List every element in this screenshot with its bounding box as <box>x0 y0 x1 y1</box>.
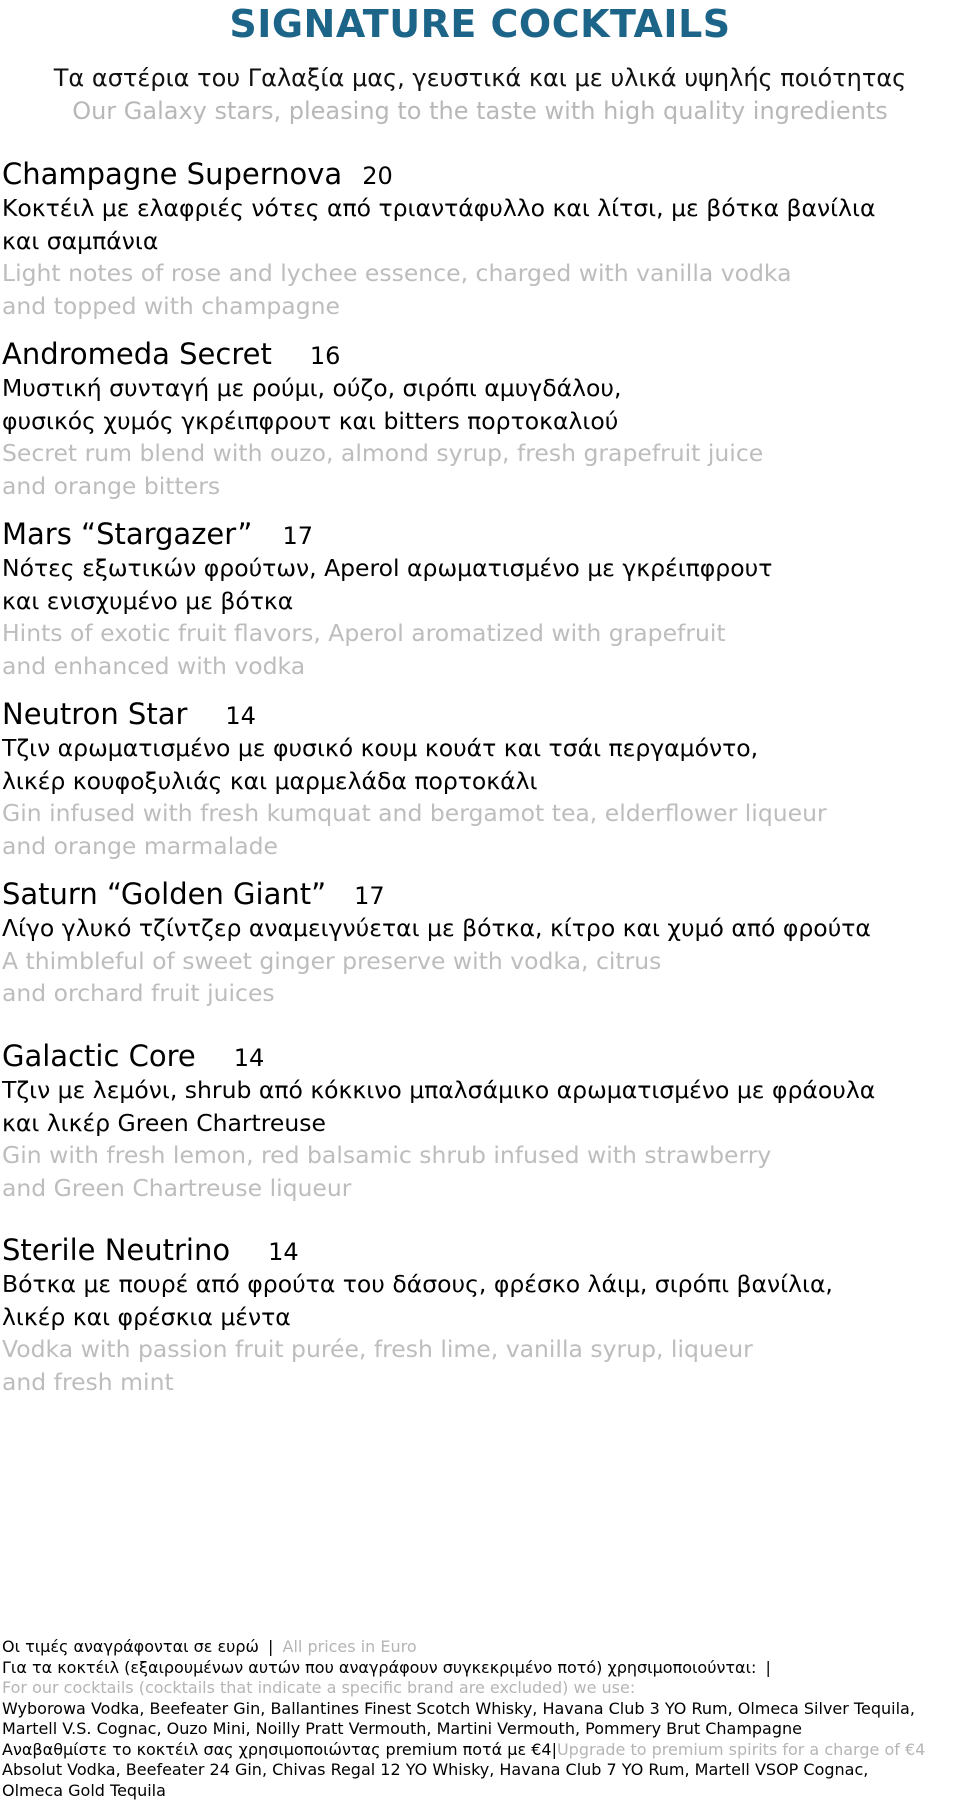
cocktail-header <box>2 516 952 552</box>
footer-premium-line-2: Olmeca Gold Tequila <box>2 1780 166 1800</box>
cocktail-description-greek: φυσικός χυμός γκρέιπφρουτ και bitters πορτοκαλιού <box>2 406 619 435</box>
cocktail-item-galactic-core <box>2 1038 952 1204</box>
cocktail-description-english: and orchard fruit juices <box>2 979 275 1007</box>
cocktail-description-greek: Τζιν με λεμόνι, shrub από κόκκινο μπαλσάμικο αρωματισμένο με φράουλα <box>2 1076 876 1104</box>
cocktail-name: Andromeda Secret <box>2 337 272 371</box>
footer-brands-line-1: Wyborowa Vodka, Beefeater Gin, Ballantines Finest Scotch Whisky, Havana Club 3 YO Rum, Olmeca Silver Tequila, <box>2 1698 915 1718</box>
cocktail-header <box>2 876 952 912</box>
footer-upgrade-english: Upgrade to premium spirits for a charge of €4 <box>556 1739 926 1759</box>
intro-greek: Τα αστέρια του Γαλαξία μας, γευστικά και με υλικά υψηλής ποιότητας <box>53 64 907 92</box>
cocktail-price: 14 <box>225 702 256 730</box>
cocktail-description-greek: Βότκα με πουρέ από φρούτα του δάσους, φρέσκο λάιμ, σιρόπι βανίλια, <box>2 1270 833 1298</box>
cocktail-name: Champagne Supernova <box>2 157 343 191</box>
cocktail-name: Neutron Star <box>2 697 188 731</box>
footer-cocktails-greek: Για τα κοκτέιλ (εξαιρουμένων αυτών που αναγράφουν συγκεκριμένο ποτό) χρησιμοποιούνται: <box>2 1657 757 1677</box>
footer-separator: | <box>551 1739 557 1759</box>
cocktail-description-english: and orange marmalade <box>2 831 278 860</box>
footer-upgrade-line <box>2 1740 958 1761</box>
cocktail-price: 20 <box>362 162 393 190</box>
cocktail-description-english: and orange bitters <box>2 471 221 500</box>
cocktail-description-greek: λικέρ κουφοξυλιάς και μαρμελάδα πορτοκάλι <box>2 766 538 795</box>
cocktail-item-saturn-golden-giant <box>2 876 952 1010</box>
cocktail-item-champagne-supernova <box>2 156 952 322</box>
cocktail-description-english: and Green Chartreuse liqueur <box>2 1173 352 1202</box>
intro-english: Our Galaxy stars, pleasing to the taste with high quality ingredients <box>72 97 888 125</box>
cocktail-description-english: and fresh mint <box>2 1367 174 1396</box>
cocktail-description-english: and topped with champagne <box>2 291 340 320</box>
footer-brands-line-2: Martell V.S. Cognac, Ouzo Mini, Noilly Pratt Vermouth, Martini Vermouth, Pommery Brut Champagne <box>2 1719 802 1738</box>
cocktail-name: Sterile Neutrino <box>2 1233 231 1267</box>
cocktail-item-andromeda-secret <box>2 336 952 502</box>
cocktail-description-english: Vodka with passion fruit purée, fresh lime, vanilla syrup, liqueur <box>2 1335 753 1363</box>
cocktail-price: 16 <box>309 342 341 370</box>
footer-prices-line <box>2 1637 958 1658</box>
footer-upgrade-greek: Αναβαθμίστε το κοκτέιλ σας χρησιμοποιώντας premium ποτά με €4 <box>2 1739 552 1759</box>
cocktail-price: 14 <box>268 1238 299 1266</box>
cocktail-description-english: Gin infused with fresh kumquat and bergamot tea, elderflower liqueur <box>2 799 827 827</box>
cocktail-price: 17 <box>282 522 313 550</box>
footer-prices-greek: Οι τιμές αναγράφονται σε ευρώ <box>2 1637 259 1656</box>
cocktail-description-greek: Λίγο γλυκό τζίντζερ αναμειγνύεται με βότκα, κίτρο και χυμό από φρούτα <box>2 914 871 942</box>
cocktail-description-greek: Νότες εξωτικών φρούτων, Aperol αρωματισμένο με γκρέιπφρουτ <box>2 554 773 582</box>
cocktail-price: 14 <box>233 1044 265 1072</box>
cocktail-description-english: Light notes of rose and lychee essence, charged with vanilla vodka <box>2 259 792 287</box>
footer-premium-line-1: Absolut Vodka, Beefeater 24 Gin, Chivas Regal 12 YO Whisky, Havana Club 7 YO Rum, Martell VSOP Cognac, <box>2 1760 869 1779</box>
cocktail-header <box>2 156 952 192</box>
cocktail-description-greek: και σαμπάνια <box>2 226 159 255</box>
cocktail-description-greek: Μυστική συνταγή με ρούμι, ούζο, σιρόπι αμυγδάλου, <box>2 374 622 402</box>
cocktail-header <box>2 1038 952 1074</box>
cocktail-header <box>2 696 952 732</box>
cocktail-description-greek: και λικέρ Green Chartreuse <box>2 1108 326 1137</box>
cocktail-name: Galactic Core <box>2 1039 196 1073</box>
menu-title: SIGNATURE COCKTAILS <box>229 2 731 46</box>
cocktail-description-english: Hints of exotic fruit flavors, Aperol aromatized with grapefruit <box>2 619 726 647</box>
cocktail-header <box>2 336 952 372</box>
footer-cocktails-greek-line <box>2 1658 958 1679</box>
cocktail-description-english: Gin with fresh lemon, red balsamic shrub infused with strawberry <box>2 1141 772 1169</box>
cocktail-header <box>2 1232 952 1268</box>
cocktail-name: Mars “Stargazer” <box>2 517 253 551</box>
footer-separator: | <box>765 1657 771 1677</box>
cocktail-item-mars-stargazer <box>2 516 952 682</box>
cocktail-description-english: Secret rum blend with ouzo, almond syrup, fresh grapefruit juice <box>2 439 764 467</box>
cocktail-description-greek: Τζιν αρωματισμένο με φυσικό κουμ κουάτ και τσάι περγαμόντο, <box>2 734 759 762</box>
cocktail-description-greek: λικέρ και φρέσκια μέντα <box>2 1302 291 1331</box>
cocktail-description-english: A thimbleful of sweet ginger preserve with vodka, citrus <box>2 946 662 975</box>
cocktail-name: Saturn “Golden Giant” <box>2 877 327 911</box>
cocktail-description-greek: Κοκτέιλ με ελαφριές νότες από τριαντάφυλλο και λίτσι, με βότκα βανίλια <box>2 194 876 222</box>
cocktail-item-sterile-neutrino <box>2 1232 952 1398</box>
cocktail-description-english: and enhanced with vodka <box>2 651 306 680</box>
menu-footer <box>2 1637 958 1801</box>
footer-cocktails-english: For our cocktails (cocktails that indicate a specific brand are excluded) we use: <box>2 1678 636 1697</box>
footer-prices-english: All prices in Euro <box>282 1637 417 1656</box>
cocktail-item-neutron-star <box>2 696 952 862</box>
cocktail-description-greek: και ενισχυμένο με βότκα <box>2 586 294 615</box>
cocktail-price: 17 <box>354 882 385 910</box>
footer-separator: | <box>268 1637 274 1656</box>
